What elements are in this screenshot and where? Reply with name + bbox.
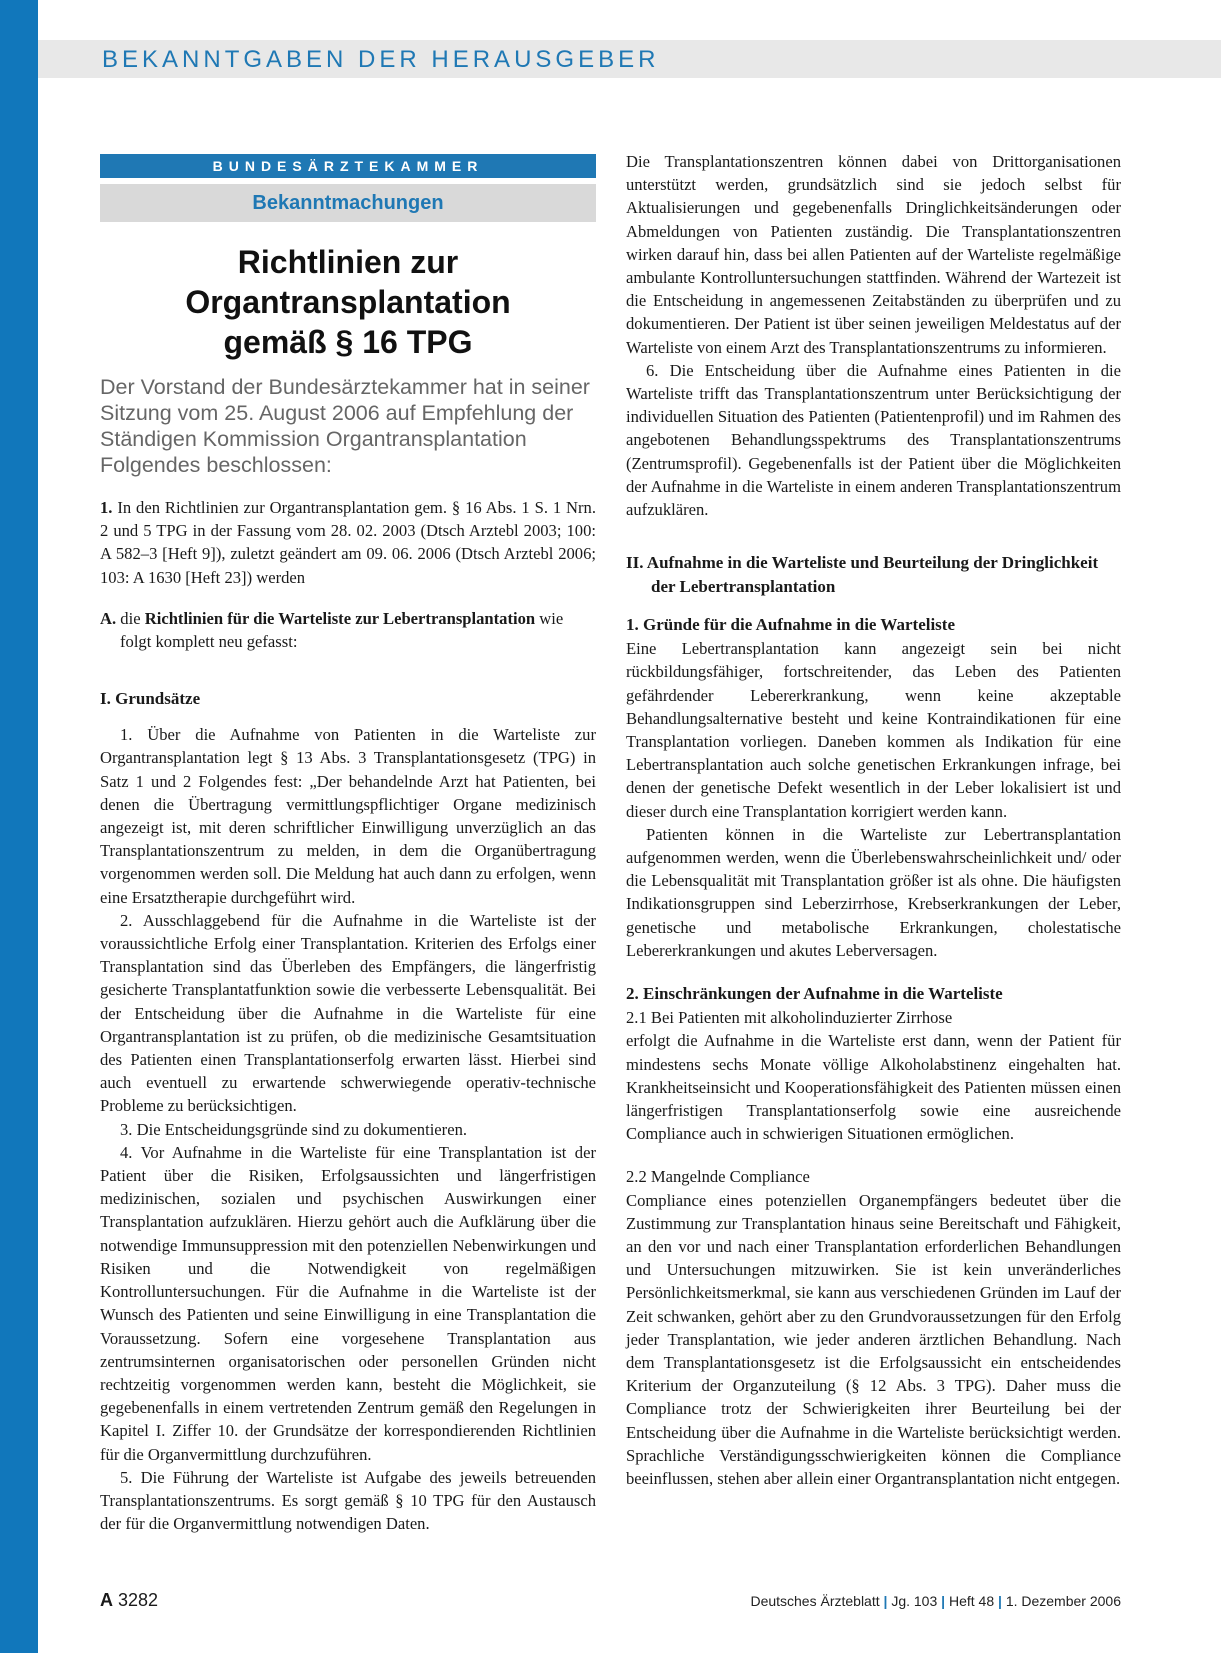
footer-separator: |	[998, 1593, 1002, 1609]
item-a-pre: die	[120, 608, 141, 628]
paragraph-6: 6. Die Entscheidung über die Aufnahme eines Patienten in die Warteliste trifft das Transplantationszentrum unter Berücksichtigung der individuellen Situation des Patienten (Patientenprofil) und im Rahmen des angebotenen Behandlungsspektrums des Transplantationszentrums (Zentrumsprofil). Gegebenenfalls ist der Patient über die Möglichkeiten der Aufnahme in die Warteliste in einem anderen Transplantationszentrum aufzuklären.	[626, 360, 1121, 520]
subsection-2-1-paragraph: erfolgt die Aufnahme in die Warteliste erst dann, wenn der Patient für mindestens sechs Monate völlige Alkoholabstinenz eingehalten hat. Krankheitseinsicht und Kooperationsfähigkeit des Patienten müssen einen längerfristigen Transplantationserfolg sowie eine ausreichende Compliance auch in schwierigen Situationen ermöglichen.	[626, 1031, 1121, 1144]
item-1	[100, 496, 596, 589]
lead-text: Der Vorstand der Bundesärztekammer hat in seiner Sitzung vom 25. August 2006 auf Empfehlung der Ständigen Kommission Organtransplantation Folgendes beschlossen:	[100, 375, 590, 477]
title-line-1: Richtlinien zur Organtransplantation	[185, 244, 511, 320]
subsection-2-heading: 2. Einschränkungen der Aufnahme in die Warteliste	[626, 984, 1003, 1004]
subsection-2-2-heading: 2.2 Mangelnde Compliance	[626, 1167, 810, 1187]
journal-name: Deutsches Ärzteblatt	[750, 1593, 880, 1609]
subsection-1-paragraph-2: Patienten können in die Warteliste zur Lebertransplantation aufgenommen werden, wenn die Überlebenswahrscheinlichkeit und/ oder die Lebensqualität mit Transplantation größer ist als ohne. Die häufigsten Indikationsgruppen sind Leberzirrhose, Krebserkrankungen der Leber, genetische und metabolische Erkrankungen, cholestatische Lebererkrankungen und akutes Leberversagen.	[626, 824, 1121, 960]
page-number-value: 3282	[118, 1590, 159, 1610]
left-color-bar	[0, 0, 38, 1653]
item-1-number: 1.	[100, 498, 113, 517]
page-prefix: A	[100, 1590, 113, 1610]
left-column	[100, 154, 596, 1535]
org-label: BUNDESÄRZTEKAMMER	[100, 154, 596, 178]
item-a-bold: Richtlinien für die Warteliste zur Lebertransplantation	[144, 608, 536, 628]
item-a	[100, 607, 596, 653]
journal-issue: Heft 48	[948, 1593, 995, 1609]
page-header-title: BEKANNTGABEN DER HERAUSGEBER	[102, 46, 660, 73]
subsection-1-heading: 1. Gründe für die Aufnahme in die Warteliste	[626, 615, 956, 635]
footer-separator: |	[883, 1593, 888, 1609]
item-a-letter: A.	[100, 608, 117, 628]
right-column	[626, 150, 1121, 1490]
title-line-2: gemäß § 16 TPG	[223, 324, 473, 360]
journal-volume: Jg. 103	[891, 1593, 938, 1609]
paragraph-1: 1. Über die Aufnahme von Patienten in die Warteliste zur Organtransplantation legt § 13 Abs. 3 Transplantationsgesetz (TPG) in Satz 1 und 2 Folgendes fest: „Der behandelnde Arzt hat Patienten, bei denen die Übertragung vermittlungspflichtiger Organe medizinisch angezeigt ist, mit deren schriftlicher Einwilligung unverzüglich an das Transplantationszentrum zu melden, in dem die Organübertragung vorgenommen werden soll. Die Meldung hat auch dann zu erfolgen, wenn eine Ersatztherapie durchgeführt wird.	[100, 725, 596, 907]
paragraph-4: 4. Vor Aufnahme in die Warteliste für eine Transplantation ist der Patient über die Risiken, Erfolgsaussichten und längerfristigen medizinischen, sozialen und psychischen Auswirkungen einer Transplantation aufzuklären. Hierzu gehört auch die Aufklärung über die notwendige Immunsuppression mit den potenziellen Nebenwirkungen und Risiken und die Notwendigkeit von regelmäßigen Kontrolluntersuchungen. Für die Aufnahme in die Warteliste ist der Wunsch des Patienten und seine Einwilligung in eine Transplantation die Voraussetzung. Sofern eine vorgesehene Transplantation aus zentrumsinternen organisatorischen oder personellen Gründen nicht rechtzeitig vorgenommen werden kann, besteht die Möglichkeit, sie gegebenenfalls in einem vertretenden Zentrum gemäß den Regelungen in Kapitel I. Ziffer 10. der Grundsätze der korrespondierenden Richtlinien für die Organvermittlung durchzuführen.	[100, 1142, 596, 1464]
section-2-heading: II. Aufnahme in die Warteliste und Beurteilung der Dringlichkeit der Lebertransplantation	[626, 553, 1099, 597]
item-a-post: wie folgt komplett neu gefasst:	[120, 608, 564, 652]
subsection-1-paragraph-1: Eine Lebertransplantation kann angezeigt sein bei nicht rückbildungsfähiger, fortschreitender, das Leben des Patienten gefährdender Lebererkrankung, wenn keine akzeptable Behandlungsalternative besteht und keine Kontraindikationen für eine Transplantation vorliegen. Daneben kommen als Indikation für eine Lebertransplantation auch solche genetischen Erkrankungen infrage, bei denen der genetische Defekt wesentlich in der Leber lokalisiert ist und dieser durch eine Transplantation korrigiert werden kann.	[626, 639, 1121, 821]
page-number	[100, 1590, 158, 1611]
subsection-2-1-heading: 2.1 Bei Patienten mit alkoholinduzierter Zirrhose	[626, 1008, 953, 1028]
footer-separator: |	[941, 1593, 946, 1609]
journal-date: 1. Dezember 2006	[1005, 1593, 1121, 1609]
paragraph-5-continued: Die Transplantationszentren können dabei von Drittorganisationen unterstützt werden, grundsätzlich sind sie jedoch selbst für Aktualisierungen und gegebenenfalls Dringlichkeitsänderungen oder Abmeldungen von Patienten zuständig. Die Transplantationszentren wirken darauf hin, dass bei allen Patienten auf der Warteliste regelmäßige ambulante Kontrolluntersuchungen stattfinden. Während der Wartezeit ist die Entscheidung in angemessenen Zeitabständen zu überprüfen und zu dokumentieren. Der Patient ist über seinen jeweiligen Meldestatus auf der Warteliste von einem Arzt des Transplantationszentrums zu informieren.	[626, 152, 1121, 357]
paragraph-2: 2. Ausschlaggebend für die Aufnahme in die Warteliste ist der voraussichtliche Erfolg einer Transplantation. Kriterien des Erfolgs einer Transplantation sind das Überleben des Empfängers, die längerfristig gesicherte Transplantatfunktion sowie die verbesserte Lebensqualität. Bei der Entscheidung über die Aufnahme in die Warteliste für eine Organtransplantation ist zu prüfen, ob die medizinische Gesamtsituation des Patienten einen Transplantationserfolg erwarten lässt. Hierbei sind auch eventuell zu erwartende schwerwiegende operativ-technische Probleme zu berücksichtigen.	[100, 910, 596, 1116]
section-label: Bekanntmachungen	[100, 184, 596, 222]
section-1-heading: I. Grundsätze	[100, 689, 201, 709]
paragraph-5: 5. Die Führung der Warteliste ist Aufgabe des jeweils betreuenden Transplantationszentrums. Es sorgt gemäß § 10 TPG für den Austausch der für die Organvermittlung notwendigen Daten.	[100, 1467, 596, 1534]
item-1-text: In den Richtlinien zur Organtransplantation gem. § 16 Abs. 1 S. 1 Nrn. 2 und 5 TPG in der Fassung vom 28. 02. 2003 (Dtsch Arztebl 2003; 100: A 582–3 [Heft 9]), zuletzt geändert am 09. 06. 2006 (Dtsch Arztebl 2006; 103: A 1630 [Heft 23]) werden	[100, 498, 596, 587]
document-title	[100, 242, 596, 362]
paragraph-3: 3. Die Entscheidungsgründe sind zu dokumentieren.	[120, 1119, 468, 1139]
subsection-2-2-paragraph: Compliance eines potenziellen Organempfängers bedeutet über die Zustimmung zur Transplantation hinaus seine Bereitschaft und Fähigkeit, an den vor und nach einer Transplantation erforderlichen Behandlungen und Untersuchungen mitzuwirken. Sie ist kein unveränderliches Persönlichkeitsmerkmal, sie kann aus verschiedenen Gründen im Lauf der Zeit schwanken, gehört aber zu den Grundvoraussetzungen für den Erfolg jeder Transplantation, wie jeder anderen ärztlichen Behandlung. Nach dem Transplantationsgesetz ist die Erfolgsaussicht ein entscheidendes Kriterium der Organzuteilung (§ 12 Abs. 3 TPG). Daher muss die Compliance trotz der Schwierigkeiten ihrer Beurteilung bei der Entscheidung über die Aufnahme in die Warteliste berücksichtigt werden. Sprachliche Verständigungsschwierigkeiten können die Compliance beeinflussen, stehen aber allein einer Organtransplantation nicht entgegen.	[626, 1190, 1121, 1488]
journal-footer	[750, 1593, 1121, 1609]
